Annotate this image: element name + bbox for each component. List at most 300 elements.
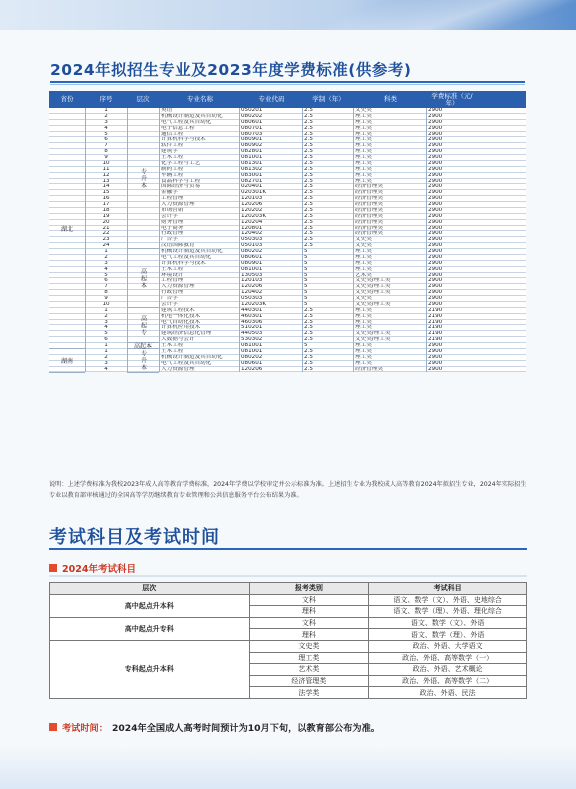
table-cell: 2 [104,113,108,119]
table-cell: 120206 [241,202,263,207]
table-cell: 2.5 [304,137,313,143]
table-cell: 081301 [241,160,263,166]
table-cell: 2900 [428,184,443,190]
table-cell: 2.5 [304,331,313,337]
table-cell: 8 [104,149,108,154]
table-cell: 2900 [428,284,443,290]
table-cell: 10 [102,160,110,166]
table-cell: 理工类 [355,119,372,125]
table-cell: 工程管理 [161,278,184,284]
table-cell: 理工类 [355,348,372,354]
table-cell: 17 [102,202,110,207]
table-cell: 2900 [428,155,443,160]
exam-subjects-cell: 政治、外语、民法 [369,687,527,699]
table-cell: 2.5 [304,213,313,219]
fee-section-title: 2024年拟招生专业及2023年度学费标准(供参考) [50,61,412,79]
table-cell: 4 [104,266,108,272]
exam-level-cell: 高中起点升专科 [50,617,250,640]
level-cell: 高起专 [127,308,159,343]
table-cell: 电气工程及其自动化 [161,254,212,260]
table-cell: 经济管理类 [355,213,383,219]
table-cell: 人力资源管理 [161,284,195,290]
table-cell: 食品科学与工程 [161,178,201,184]
level-cell: 高起本 [127,343,159,349]
table-cell: 理工类 [355,325,372,331]
table-cell: 510201 [241,325,263,331]
table-cell: 120103 [241,278,263,284]
table-cell: 2900 [428,213,443,219]
table-cell: 2.5 [304,196,313,201]
table-cell: 财务管理 [161,219,184,225]
table-cell: 文史类 [355,108,372,113]
exam-time-label: 考试时间： [62,723,108,734]
exam-category-cell: 经济管理类 [249,675,369,687]
table-cell: 2.5 [304,325,313,331]
table-cell: 22 [102,231,110,237]
table-cell: 080601 [241,360,263,366]
table-cell: 2900 [428,272,443,278]
table-cell: 2 [104,313,108,319]
table-cell: 5 [304,272,308,278]
level-cell: 高起本 [127,249,159,308]
table-cell: 2.5 [304,319,313,325]
table-cell: 082701 [241,178,263,184]
table-cell: 5 [304,278,308,284]
table-cell: 理工类 [355,313,372,319]
column-divider [85,108,86,372]
table-cell: 经济管理类 [355,366,383,372]
table-cell: 8 [104,290,108,295]
table-cell: 计算机科学与技术 [161,260,206,266]
table-cell: 20 [102,219,110,225]
table-cell: 2.5 [304,313,313,319]
table-cell: 440301 [241,307,263,313]
table-cell: 机械设计制造及其自动化 [161,249,223,254]
table-cell: 2.5 [304,184,313,190]
table-cell: 2900 [428,160,443,166]
table-cell: 2900 [428,266,443,272]
table-cell: 2900 [428,366,443,372]
table-cell: 5 [304,296,308,301]
column-divider [302,108,303,372]
table-cell: 120402 [241,231,263,237]
fee-header-cell: 学制（年） [312,95,345,104]
table-cell: 理工类 [355,266,372,272]
table-cell: 理工类 [355,131,372,137]
table-cell: 081001 [241,343,263,348]
table-cell: 2900 [428,219,443,225]
table-cell: 5 [104,331,108,337]
table-cell: 建筑经济信息化管理 [161,331,212,337]
table-cell: 机电一体化技术 [161,313,201,319]
table-cell: 英语 [161,108,173,113]
table-cell: 行政管理 [161,290,184,295]
table-cell: 6 [104,337,108,342]
table-cell: 2.5 [304,307,313,313]
table-cell: 2900 [428,166,443,172]
table-cell: 460306 [241,319,263,325]
table-cell: 电子商务 [161,225,184,231]
table-cell: 广告学 [161,237,178,243]
table-cell: 经济管理类 [355,190,383,196]
table-cell: 130503 [241,272,263,278]
exam-header-cell: 层次 [50,583,250,595]
table-cell: 080601 [241,254,263,260]
table-cell: 120206 [241,284,263,290]
column-divider [239,108,240,372]
fee-table-body [49,108,526,372]
table-cell: 理工类 [355,125,372,131]
table-cell: 3 [104,360,108,366]
table-cell: 2900 [428,137,443,143]
table-row [50,617,527,629]
table-cell: 4 [104,125,108,131]
table-cell: 理工类 [355,178,372,184]
table-cell: 2.5 [304,360,313,366]
table-cell: 080202 [241,354,263,360]
table-cell: 金融学 [161,190,178,196]
exam-category-cell: 理科 [249,629,369,641]
table-cell: 080703 [241,131,263,137]
table-cell: 理工类 [355,149,372,154]
table-cell: 2900 [428,119,443,125]
table-cell: 2900 [428,131,443,137]
table-cell: 2900 [428,108,443,113]
table-cell: 2900 [428,172,443,178]
table-cell: 083001 [241,172,263,178]
table-cell: 文史类/理工类 [355,290,391,295]
top-decor-band [0,0,576,30]
table-cell: 2 [104,254,108,260]
table-cell: 2.5 [304,243,313,248]
table-cell: 行政管理 [161,231,184,237]
table-cell: 2 [104,354,108,360]
table-cell: 080601 [241,119,263,125]
table-cell: 080902 [241,143,263,149]
table-cell: 10 [102,301,110,307]
fee-header-cell: 层次 [136,95,150,104]
table-cell: 文史类/理工类 [355,331,391,337]
table-cell: 大数据与会计 [161,337,195,342]
table-cell: 理工类 [355,260,372,266]
table-cell: 理工类 [355,254,372,260]
table-cell: 9 [104,296,108,301]
table-cell: 文史类/理工类 [355,278,391,284]
table-cell: 2900 [428,301,443,307]
table-cell: 2.5 [304,337,313,342]
table-cell: 3 [104,119,108,125]
fee-header-cell: 专业代码 [258,95,285,104]
table-cell: 1 [104,249,108,254]
table-cell: 120801 [241,225,263,231]
table-cell: 1 [104,348,108,354]
table-cell: 2.5 [304,125,313,131]
table-cell: 软件工程 [161,143,184,149]
table-cell: 通信工程 [161,131,184,137]
table-cell: 7 [104,143,108,149]
wave-decor [276,0,576,30]
table-cell: 制药工程 [161,166,184,172]
exam-subjects-cell: 语文、数学（文）、外语、史地综合 [369,594,527,606]
table-cell: 440503 [241,331,263,337]
table-cell: 2900 [428,249,443,254]
table-cell: 土木工程 [161,343,184,348]
table-row [49,367,526,373]
table-cell: 车辆工程 [161,172,184,178]
table-cell: 2900 [428,296,443,301]
table-cell: 120402 [241,290,263,295]
table-cell: 120203K [241,213,267,219]
exam-subjects-cell: 政治、外语、高等数学（一） [369,652,527,664]
table-cell: 文史类/理工类 [355,284,391,290]
table-cell: 2900 [428,360,443,366]
table-cell: 2190 [428,325,443,331]
table-cell: 市场营销 [161,207,184,213]
exam-subjects-cell: 语文、数学（理）、外语、理化综合 [369,606,527,618]
table-cell: 2.5 [304,143,313,149]
table-cell: 2.5 [304,113,313,119]
table-cell: 理工类 [355,354,372,360]
table-cell: 理工类 [355,172,372,178]
exam-category-cell: 文史类 [249,640,369,652]
table-cell: 3 [104,260,108,266]
table-cell: 11 [102,166,110,172]
exam-subjects-table [49,582,527,699]
table-cell: 2900 [428,178,443,184]
table-cell: 2.5 [304,119,313,125]
table-cell: 2900 [428,202,443,207]
table-cell: 理工类 [355,343,372,348]
table-cell: 2.5 [304,202,313,207]
fee-header-cell: 省份 [60,95,74,104]
table-cell: 2190 [428,337,443,342]
table-cell: 120204 [241,219,263,225]
table-cell: 2190 [428,313,443,319]
square-bullet-icon [49,723,57,731]
table-cell: 2900 [428,196,443,201]
table-cell: 5 [304,343,308,348]
exam-level-cell: 专科起点升本科 [50,640,250,698]
table-cell: 人力资源管理 [161,366,195,372]
table-cell: 文史类 [355,243,372,248]
table-cell: 120203K [241,301,267,307]
table-cell: 050303 [241,237,263,243]
bottom-decor-band [0,745,576,789]
table-cell: 1 [104,108,108,113]
table-cell: 2.5 [304,166,313,172]
table-cell: 理工类 [355,155,372,160]
table-cell: 广告学 [161,296,178,301]
table-cell: 理工类 [355,160,372,166]
table-cell: 081001 [241,266,263,272]
exam-subjects-cell: 语文、数学（理）、外语 [369,629,527,641]
table-cell: 5 [304,290,308,295]
level-cell: 专升本 [127,108,159,249]
title-underline-light [50,84,525,85]
table-cell: 计算机科学与技术 [161,137,206,143]
table-cell: 土木工程 [161,348,184,354]
table-cell: 15 [102,190,110,196]
province-cell: 湖北 [49,108,85,349]
table-cell: 2900 [428,243,443,248]
exam-category-cell: 法学类 [249,687,369,699]
exam-subjects-cell: 政治、外语、大学语文 [369,640,527,652]
table-cell: 2.5 [304,207,313,213]
table-cell: 460301 [241,313,263,319]
table-cell: 2.5 [304,108,313,113]
table-cell: 会计学 [161,213,178,219]
table-cell: 2900 [428,354,443,360]
table-cell: 050303 [241,296,263,301]
table-cell: 9 [104,155,108,160]
table-row [50,640,527,652]
table-cell: 2.5 [304,155,313,160]
table-cell: 2.5 [304,160,313,166]
table-cell: 24 [102,243,110,248]
table-cell: 2.5 [304,231,313,237]
table-cell: 2.5 [304,348,313,354]
column-divider [127,108,128,372]
table-cell: 计算机应用技术 [161,325,201,331]
table-cell: 汉语国际教育 [161,243,195,248]
table-cell: 2.5 [304,172,313,178]
table-cell: 电气工程及其自动化 [161,360,212,366]
column-divider [426,108,427,372]
exam-category-cell: 理科 [249,606,369,618]
table-cell: 5 [304,254,308,260]
table-cell: 5 [104,272,108,278]
table-cell: 理工类 [355,319,372,325]
fee-note: 说明：上述学费标准为我校2023年成人高等教育学费标准，2024年学费以学校审定并公示标准为准。上述招生专业为我校成人高等教育2024年拟招生专业，2024年实际招生专业以教育部审核通过的全国高等学历继续教育专业管理和公共信息服务平台公布结果为准。 [49,481,527,499]
exam-header-row [50,583,527,595]
exam-header-cell: 报考类别 [249,583,369,595]
table-cell: 经济管理类 [355,184,383,190]
table-cell: 2900 [428,125,443,131]
table-cell: 6 [104,278,108,284]
table-cell: 2900 [428,237,443,243]
table-cell: 经济管理类 [355,225,383,231]
exam-subjects-cell: 政治、外语、艺术概论 [369,664,527,676]
table-cell: 2190 [428,331,443,337]
table-cell: 艺术类 [355,272,372,278]
table-cell: 2900 [428,290,443,295]
table-cell: 5 [304,284,308,290]
table-cell: 2900 [428,254,443,260]
table-cell: 2.5 [304,219,313,225]
table-cell: 2.5 [304,225,313,231]
table-cell: 5 [104,131,108,137]
table-cell: 13 [102,178,110,184]
table-cell: 2900 [428,149,443,154]
table-cell: 2900 [428,231,443,237]
table-cell: 2900 [428,143,443,149]
table-cell: 2900 [428,260,443,266]
table-cell: 2.5 [304,190,313,196]
table-cell: 2.5 [304,366,313,372]
table-cell: 2900 [428,348,443,354]
table-cell: 18 [102,207,110,213]
table-cell: 文史类 [355,296,372,301]
table-cell: 4 [104,325,108,331]
table-cell: 文史类/理工类 [355,337,391,342]
table-cell: 理工类 [355,166,372,172]
exam-category-cell: 文科 [249,594,369,606]
table-cell: 2.5 [304,131,313,137]
table-cell: 经济管理类 [355,207,383,213]
table-cell: 机械设计制造及其自动化 [161,354,223,360]
table-cell: 2900 [428,343,443,348]
fee-header-cell: 专业名称 [187,95,213,104]
table-cell: 6 [104,137,108,143]
table-cell: 080901 [241,260,263,266]
title-underline [50,81,525,83]
table-cell: 12 [102,172,110,178]
table-cell: 2190 [428,307,443,313]
table-cell: 经济管理类 [355,196,383,201]
table-cell: 081001 [241,155,263,160]
exam-category-cell: 理工类 [249,652,369,664]
table-cell: 人力资源管理 [161,202,195,207]
table-cell: 080901 [241,137,263,143]
table-cell: 国际经济与贸易 [161,184,201,190]
table-cell: 文史类 [355,237,372,243]
column-divider [159,108,160,372]
table-cell: 21 [102,225,110,231]
table-cell: 2.5 [304,237,313,243]
table-cell: 2.5 [304,354,313,360]
table-cell: 2900 [428,113,443,119]
fee-table [49,91,526,372]
table-cell: 理工类 [355,113,372,119]
table-cell: 7 [104,284,108,290]
table-cell: 080701 [241,125,263,131]
exam-title-underline [49,548,527,550]
table-cell: 理工类 [355,307,372,313]
table-cell: 2900 [428,207,443,213]
table-cell: 经济管理类 [355,231,383,237]
subtitle-underline [49,575,527,577]
fee-table-header [49,91,526,108]
exam-category-cell: 艺术类 [249,664,369,676]
table-cell: 工程管理 [161,196,184,201]
level-cell: 专升本 [127,349,159,373]
table-cell: 1 [104,307,108,313]
exam-header-cell: 考试科目 [369,583,527,595]
table-cell: 2.5 [304,149,313,154]
fee-header-cell: 科类 [384,95,397,104]
table-cell: 16 [102,196,110,201]
square-bullet-icon [49,564,57,572]
province-cell: 湖南 [49,349,85,373]
table-cell: 23 [102,237,110,243]
table-row [50,594,527,606]
table-cell: 5 [304,266,308,272]
table-cell: 理工类 [355,360,372,366]
table-cell: 电子信息工程 [161,125,195,131]
table-cell: 环境设计 [161,272,184,278]
table-cell: 2900 [428,190,443,196]
table-cell: 120103 [241,196,263,201]
table-cell: 081302 [241,166,263,172]
table-cell: 5 [304,301,308,307]
table-cell: 2900 [428,225,443,231]
table-cell: 19 [102,213,110,219]
exam-subtitle [49,561,136,575]
table-cell: 2900 [428,278,443,284]
table-cell: 文史类/理工类 [355,301,391,307]
exam-subtitle-text: 2024年考试科目 [62,564,136,575]
table-cell: 理工类 [355,249,372,254]
